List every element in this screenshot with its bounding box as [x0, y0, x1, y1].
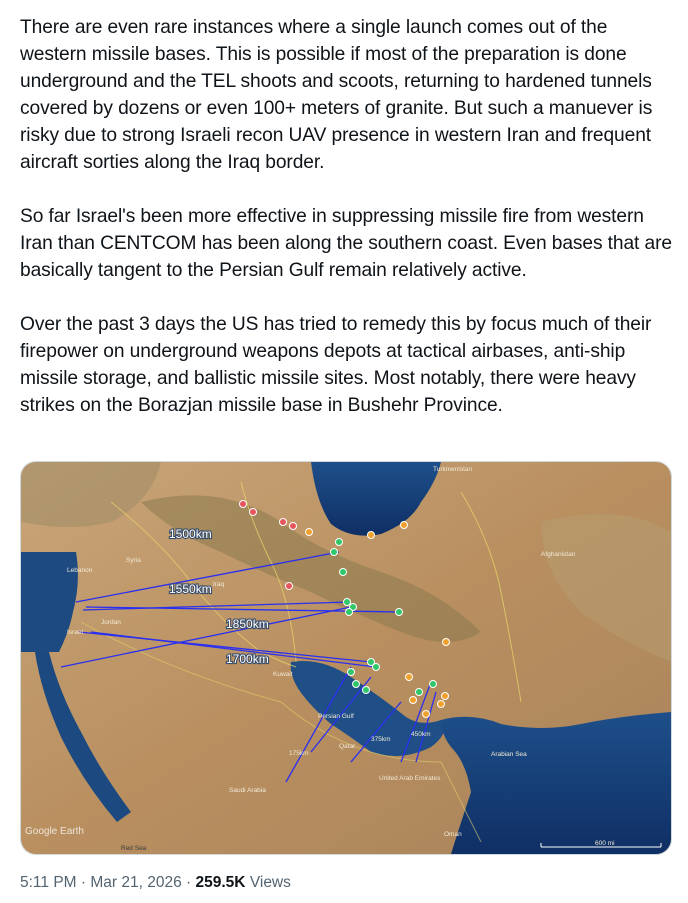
- tweet-paragraph: There are even rare instances where a single launch comes out of the western missile bases. This is possible if most of the preparation is done underground and the TEL shoots and scoots, returning to hardened tunnels covered by dozens or even 100+ meters of granite. But such a manuever is risky due to strong Israeli recon UAV presence in western Iran and frequent aircraft sorties along the Iraq border.: [20, 17, 653, 173]
- tweet-date[interactable]: Mar 21, 2026: [90, 874, 182, 891]
- place-label: Arabian Sea: [491, 751, 527, 758]
- range-label-1700: 1700km: [226, 652, 269, 666]
- attached-map-image[interactable]: [20, 461, 672, 855]
- range-label-1500: 1500km: [169, 527, 212, 541]
- short-range-label: 450km: [411, 731, 431, 738]
- place-label: Syria: [126, 557, 141, 564]
- place-label: Israel: [67, 629, 83, 636]
- range-label-1850: 1850km: [226, 617, 269, 631]
- tweet-paragraph: So far Israel's been more effective in suppressing missile fire from western Iran than CENTCOM has been along the southern coast. Even bases that are basically tangent to the Persian Gulf remain relatively active.: [20, 206, 672, 281]
- place-label: Oman: [444, 831, 462, 838]
- tweet-metadata: [20, 874, 291, 892]
- google-earth-watermark: Google Earth: [25, 826, 84, 837]
- short-range-label: 375km: [371, 736, 391, 743]
- place-label: Afghanistan: [541, 551, 576, 558]
- tweet-paragraph: Over the past 3 days the US has tried to remedy this by focus much of their firepower on underground weapons depots at tactical airbases, anti-ship missile storage, and ballistic missile sites. Most notably, there were heavy strikes on the Borazjan missile base in Bushehr Province.: [20, 314, 652, 416]
- views-count[interactable]: 259.5K: [195, 874, 246, 891]
- place-label: Persian Gulf: [318, 713, 354, 720]
- scale-label: 600 mi: [595, 840, 615, 847]
- place-label: Qatar: [339, 743, 356, 750]
- place-label: Kuwait: [273, 671, 293, 678]
- range-label-1550: 1550km: [169, 582, 212, 596]
- place-label: Lebanon: [67, 567, 93, 574]
- views-label: Views: [249, 874, 291, 891]
- tweet-time[interactable]: 5:11 PM: [20, 874, 77, 891]
- place-label: Turkmenistan: [433, 466, 473, 473]
- place-label: Iraq: [213, 581, 225, 588]
- place-label: Jordan: [101, 619, 121, 626]
- separator: ·: [80, 874, 87, 891]
- place-label: Red Sea: [121, 845, 147, 852]
- short-range-label: 175km: [289, 750, 309, 757]
- place-label: United Arab Emirates: [379, 775, 441, 782]
- separator: ·: [186, 874, 192, 891]
- tweet-text: [20, 14, 672, 446]
- place-label: Saudi Arabia: [229, 787, 266, 794]
